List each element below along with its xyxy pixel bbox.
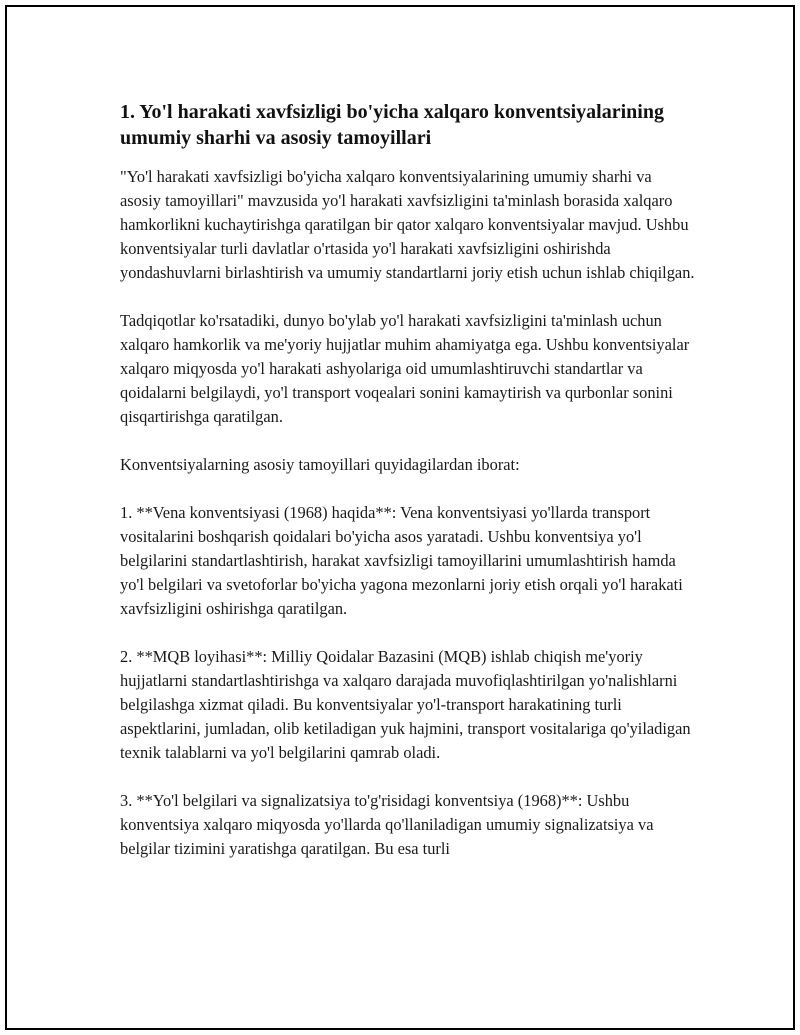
paragraph-intro: "Yo'l harakati xavfsizligi bo'yicha xalqaro konventsiyalarining umumiy sharhi va asosiy tamoyillari" mavzusida yo'l harakati xavfsizligini ta'minlash borasida xalqaro hamkorlikni kuchaytirishga qaratilgan bir qator xalqaro konventsiyalar mavjud. Ushbu konventsiyalar turli davlatlar o'rtasida yo'l harakati xavfsizligini oshirishda yondashuvlarni birlashtirish va umumiy standartlarni joriy etish uchun ishlab chiqilgan. bbox=[120, 167, 695, 282]
document-content bbox=[120, 99, 695, 885]
paragraph-research: Tadqiqotlar ko'rsatadiki, dunyo bo'ylab yo'l harakati xavfsizligini ta'minlash uchun xalqaro hamkorlik va me'yoriy hujjatlar muhim ahamiyatga ega. Ushbu konventsiyalar xalqaro miqyosda yo'l harakati ashyolariga oid umumlashtiruvchi standartlar va qoidalarni belgilaydi, yo'l transport voqealari sonini kamaytirish va qurbonlar sonini qisqartirishga qaratilgan. bbox=[120, 311, 690, 426]
list-item-signs-convention: 3. **Yo'l belgilari va signalizatsiya to'g'risidagi konventsiya (1968)**: Ushbu konventsiya xalqaro miqyosda yo'llarda qo'llaniladigan umumiy signalizatsiya va belgilar tizimini yaratishga qaratilgan. Bu esa turli bbox=[120, 791, 654, 858]
list-item-mqb-project: 2. **MQB loyihasi**: Milliy Qoidalar Bazasini (MQB) ishlab chiqish me'yoriy hujjatlarni standartlashtirishga va xalqaro darajada muvofiqlashtirilgan yo'nalishlarni belgilashga xizmat qiladi. Bu konventsiyalar yo'l-transport harakatining turli aspektlarini, jumladan, olib ketiladigan yuk hajmini, transport vositalariga qo'yiladigan texnik talablarni va yo'l belgilarini qamrab oladi. bbox=[120, 647, 691, 762]
section-heading: 1. Yo'l harakati xavfsizligi bo'yicha xalqaro konventsiyalarining umumiy sharhi va asosiy tamoyillari bbox=[120, 101, 664, 149]
document-page bbox=[5, 5, 795, 1030]
list-item-vienna-convention: 1. **Vena konventsiyasi (1968) haqida**: Vena konventsiyasi yo'llarda transport vositalarini boshqarish qoidalari bo'yicha asos yaratadi. Ushbu konventsiya yo'l belgilarini standartlashtirish, harakat xavfsizligi tamoyillarini umumlashtirish hamda yo'l belgilari va svetoforlar bo'yicha yagona mezonlarni joriy etish orqali yo'l harakati xavfsizligini oshirishga qaratilgan. bbox=[120, 503, 683, 618]
paragraph-principles-intro: Konventsiyalarning asosiy tamoyillari quyidagilardan iborat: bbox=[120, 455, 520, 474]
